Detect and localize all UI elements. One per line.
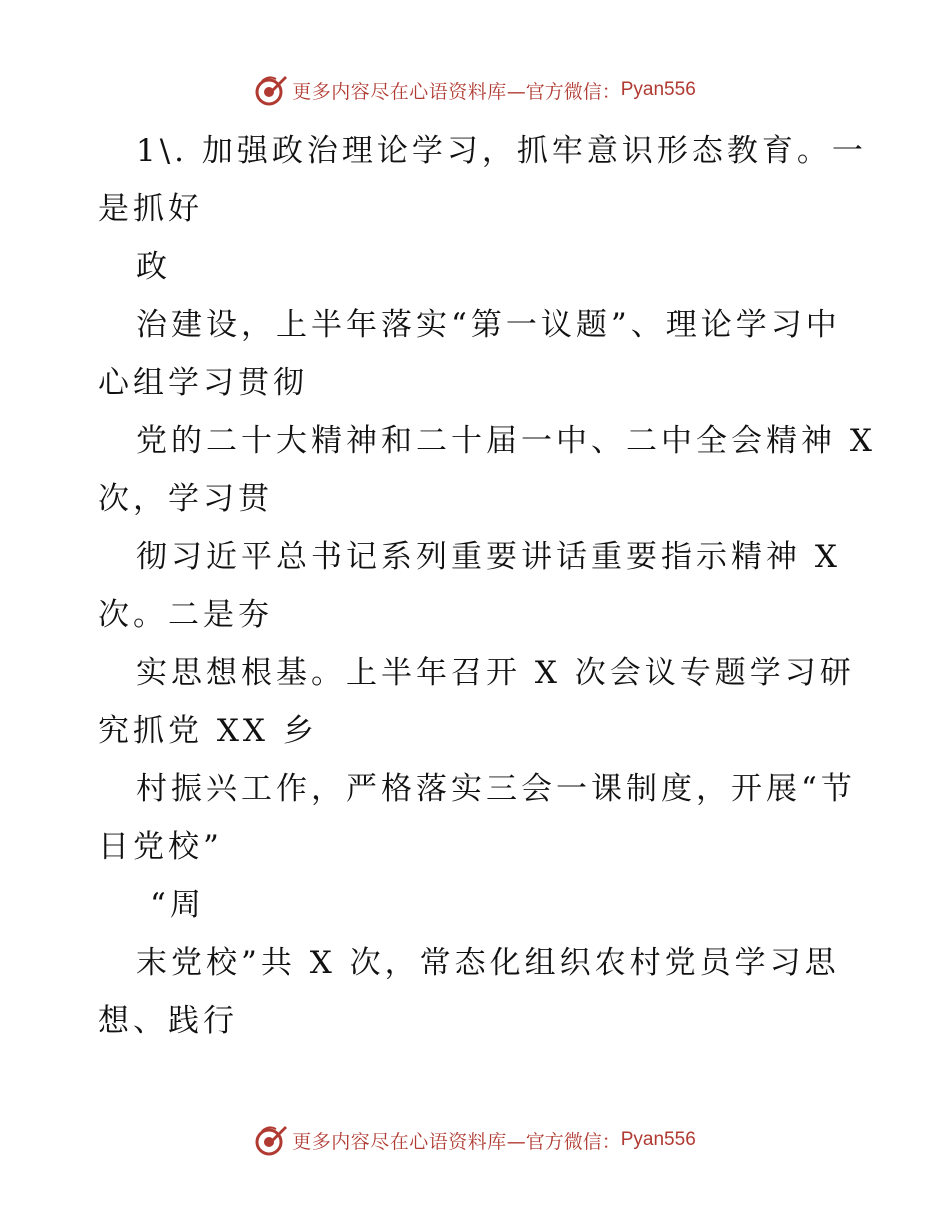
text-line: 想、践行 — [98, 1003, 238, 1039]
text-line: 村振兴工作，严格落实三会一课制度，开展“节 — [136, 771, 856, 807]
text-line: 实思想根基。上半年召开 X 次会议专题学习研 — [136, 655, 855, 691]
text-line: 政 — [136, 249, 171, 285]
text-line: 1\. 加强政治理论学习，抓牢意识形态教育。一 — [136, 133, 867, 169]
text-line: “周 — [150, 887, 205, 923]
text-line: 究抓党 XX 乡 — [98, 713, 318, 749]
text-line: 日党校” — [98, 829, 223, 865]
text-line: 心组学习贯彻 — [98, 365, 308, 401]
document-body — [98, 122, 876, 1050]
banner-wechat-id: Pyan556 — [620, 1129, 696, 1150]
text-line: 彻习近平总书记系列重要讲话重要指示精神 X — [136, 539, 841, 575]
banner-title: 更多内容尽在心语资料库 — [292, 1130, 507, 1153]
banner-separator: —官方微信： — [506, 1130, 621, 1153]
pen-logo-icon — [254, 1123, 288, 1157]
banner-separator: —官方微信： — [506, 80, 621, 103]
banner-title: 更多内容尽在心语资料库 — [292, 80, 507, 103]
text-line: 末党校”共 X 次，常态化组织农村党员学习思 — [136, 945, 840, 981]
text-line: 党的二十大精神和二十届一中、二中全会精神 X — [136, 423, 876, 459]
footer-banner — [0, 1120, 950, 1160]
text-line: 次。二是夯 — [98, 597, 273, 633]
banner-wechat-id: Pyan556 — [620, 79, 696, 100]
text-line: 治建设，上半年落实“第一议题”、理论学习中 — [136, 307, 841, 343]
header-banner — [0, 70, 950, 110]
text-line: 次，学习贯 — [98, 481, 273, 517]
pen-logo-icon — [254, 73, 288, 107]
text-line: 是抓好 — [98, 191, 203, 227]
